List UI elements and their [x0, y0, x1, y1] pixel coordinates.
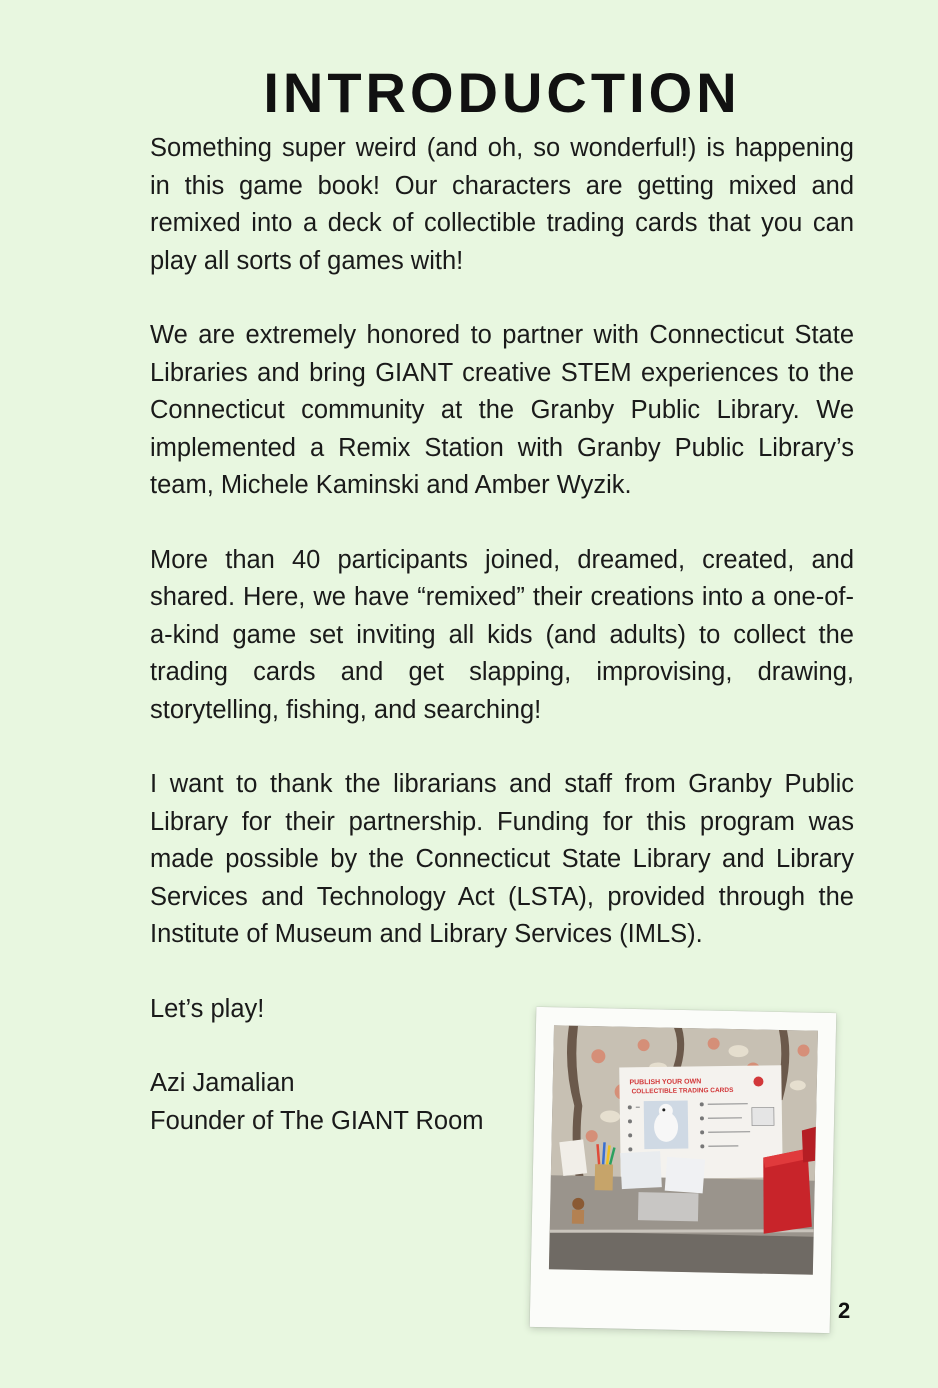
intro-paragraph: Something super weird (and oh, so wonderful!) is happening in this game book! Our characters are getting mixed and remixed into a deck of collectible trading cards that you can play all sorts of games with! [150, 134, 854, 275]
thanks-paragraph: I want to thank the librarians and staff from Granby Public Library for their partnership. Funding for this program was made possible by the Connecticut State Library and Library Services and Technology Act (LSTA), provided through the Institute of Museum and Library Services (IMLS). [150, 770, 854, 948]
poster-heading-line1: PUBLISH YOUR OWN [629, 1078, 702, 1087]
photo-illustration [549, 1025, 818, 1274]
body-text [150, 130, 854, 1140]
closing-line: Let’s play! [150, 994, 265, 1023]
participants-paragraph: More than 40 participants joined, dreamed, created, and shared. Here, we have “remixed” their creations into a one-of-a-kind game set inviting all kids (and adults) to collect the trading cards and get slapping, improvising, drawing, storytelling, fishing, and searching! [150, 545, 854, 724]
poster-heading-line2: COLLECTIBLE TRADING CARDS [631, 1086, 734, 1096]
partnership-paragraph: We are extremely honored to partner with Connecticut State Libraries and bring GIANT creative STEM experiences to the Connecticut community at the Granby Public Library. We implemented a Remix Station with Granby Public Library’s team, Michele Kaminski and Amber Wyzik. [150, 321, 854, 499]
signature-role: Founder of The GIANT Room [150, 1106, 484, 1135]
page-number: 2 [838, 1298, 851, 1323]
page-title: INTRODUCTION [263, 61, 741, 124]
remix-station-photo [549, 1025, 818, 1274]
polaroid-photo-frame [530, 1007, 837, 1333]
signature-name: Azi Jamalian [150, 1069, 295, 1097]
